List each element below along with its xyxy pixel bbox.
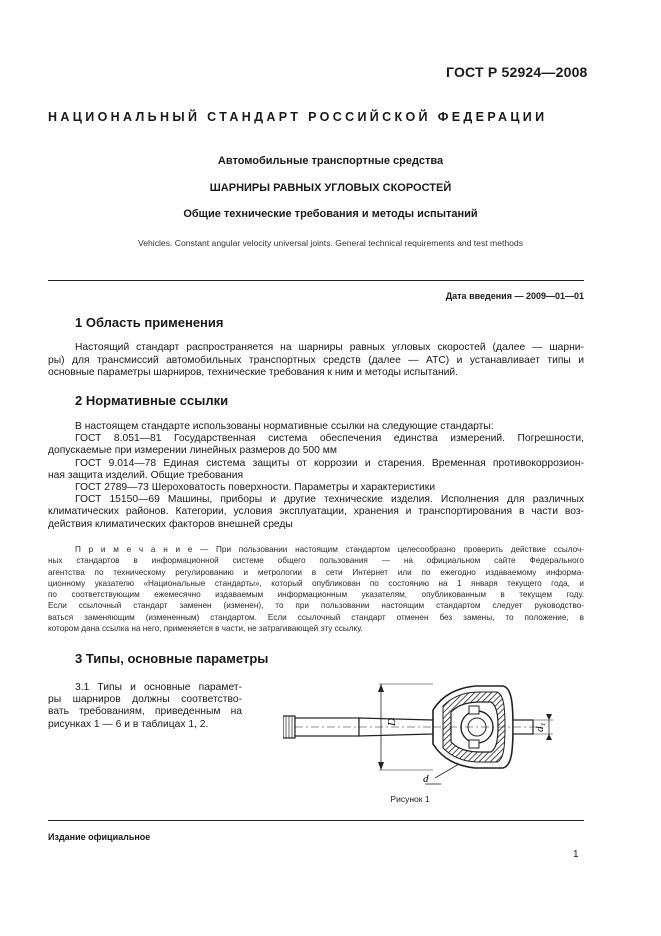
shaft	[283, 716, 433, 738]
ref-4-line-2: климатических районов. Категории, условия эксплуатации, хранения и транспортирования в части воз-	[48, 506, 584, 518]
label-d1: d₁	[534, 722, 546, 732]
title-main: ШАРНИРЫ РАВНЫХ УГЛОВЫХ СКОРОСТЕЙ	[209, 182, 452, 194]
section-1-heading: 1 Область применения	[75, 315, 224, 330]
ref-2-line-1: ГОСТ 9.014—78 Единая система защиты от коррозии и старения. Временная противокоррозион-	[75, 457, 584, 469]
section-3-heading: 3 Типы, основные параметры	[75, 651, 269, 666]
s1-line-1: Настоящий стандарт распространяется на шарниры равных угловых скоростей (далее — шарни-	[75, 342, 584, 353]
section-2-note	[48, 544, 584, 634]
title-category: Автомобильные транспортные средства	[217, 155, 444, 167]
note-line-8: котором дана ссылка на него, применяется в части, не затрагивающей эту ссылку.	[48, 624, 363, 634]
note-line-7: ваться заменяющим (измененным) стандартом. Если ссылочный стандарт отменен без замены, то положение, в	[48, 612, 584, 622]
ref-4-line-1: ГОСТ 15150—69 Машины, приборы и другие технические изделия. Исполнения для различных	[75, 494, 584, 506]
note-line-5: по соответствующим ежемесячно издаваемым информационным указателям, опубликованным в текущем году.	[48, 590, 584, 600]
header-divider	[48, 280, 584, 281]
section-2-heading: 2 Нормативные ссылки	[75, 393, 229, 408]
section-1-text	[48, 342, 584, 380]
s3-line-4: рисунках 1 — 6 и в таблицах 1, 2.	[48, 718, 209, 730]
label-D: D	[386, 718, 398, 726]
ref-4-line-3: действия климатических факторов внешней среды	[48, 518, 293, 530]
s3-line-3: вать требованиям, приведенным на	[48, 706, 242, 718]
edition-label: Издание официальное	[48, 832, 151, 842]
s3-line-2: ры шарниров должны соответство-	[48, 694, 242, 706]
note-line-6: Если ссылочный стандарт заменен (изменен), то при пользовании настоящим стандартом следует руководство-	[48, 601, 584, 611]
section-3-text	[48, 682, 242, 731]
s2-intro: В настоящем стандарте использованы нормативные ссылки на следующие стандарты:	[75, 421, 494, 432]
label-d: d	[423, 773, 429, 785]
ref-1-line-2: допускаемые при измерении линейных размеров до 500 мм	[48, 445, 337, 457]
title-subtitle: Общие технические требования и методы испытаний	[183, 208, 478, 220]
note-label: П р и м е ч а н и е —	[75, 545, 209, 554]
ref-3-line-1: ГОСТ 2789—73 Шероховатость поверхности. Параметры и характеристики	[75, 482, 436, 494]
note-line-4: ционному указателю «Национальные стандарты», который опубликован по состоянию на 1 января текущего года, и	[48, 578, 584, 588]
note-line-1: П р и м е ч а н и е — При пользовании настоящим стандартом целесообразно проверить действие ссылоч-	[75, 545, 584, 554]
ref-2-line-2: ная защита изделий. Общие требования	[48, 469, 244, 481]
ref-1-line-1: ГОСТ 8.051—81 Государственная система обеспечения единства измерений. Погрешности,	[75, 433, 584, 445]
figure-1-drawing	[283, 680, 555, 792]
figure-1-caption: Рисунок 1	[390, 794, 430, 804]
national-standard-banner: НАЦИОНАЛЬНЫЙ СТАНДАРТ РОССИЙСКОЙ ФЕДЕРАЦИИ	[48, 110, 548, 124]
note-line-2: ных стандартов в информационной системе общего пользования — на официальном сайте Федерального	[48, 556, 584, 566]
page-number: 1	[573, 849, 579, 860]
note-line-3: агентства по техническому регулированию и метрологии в сети Интернет или по ежегодно издаваемому информа-	[48, 567, 584, 577]
s1-line-3: основные параметры шарниров, технические требования к ним и методы испытаний.	[48, 367, 459, 378]
s1-line-2: ры) для трансмиссий автомобильных транспортных средств (далее — АТС) и устанавливает типы и	[48, 354, 584, 366]
standard-number: ГОСТ Р 52924—2008	[446, 64, 588, 80]
footer-divider	[48, 820, 584, 821]
s3-line-1: 3.1 Типы и основные парамет-	[75, 682, 242, 693]
title-english: Vehicles. Constant angular velocity universal joints. General technical requirements and test methods	[137, 238, 523, 248]
intro-date: Дата введения — 2009—01—01	[445, 291, 584, 301]
dimension-d	[425, 764, 459, 784]
section-2-refs	[48, 421, 584, 531]
